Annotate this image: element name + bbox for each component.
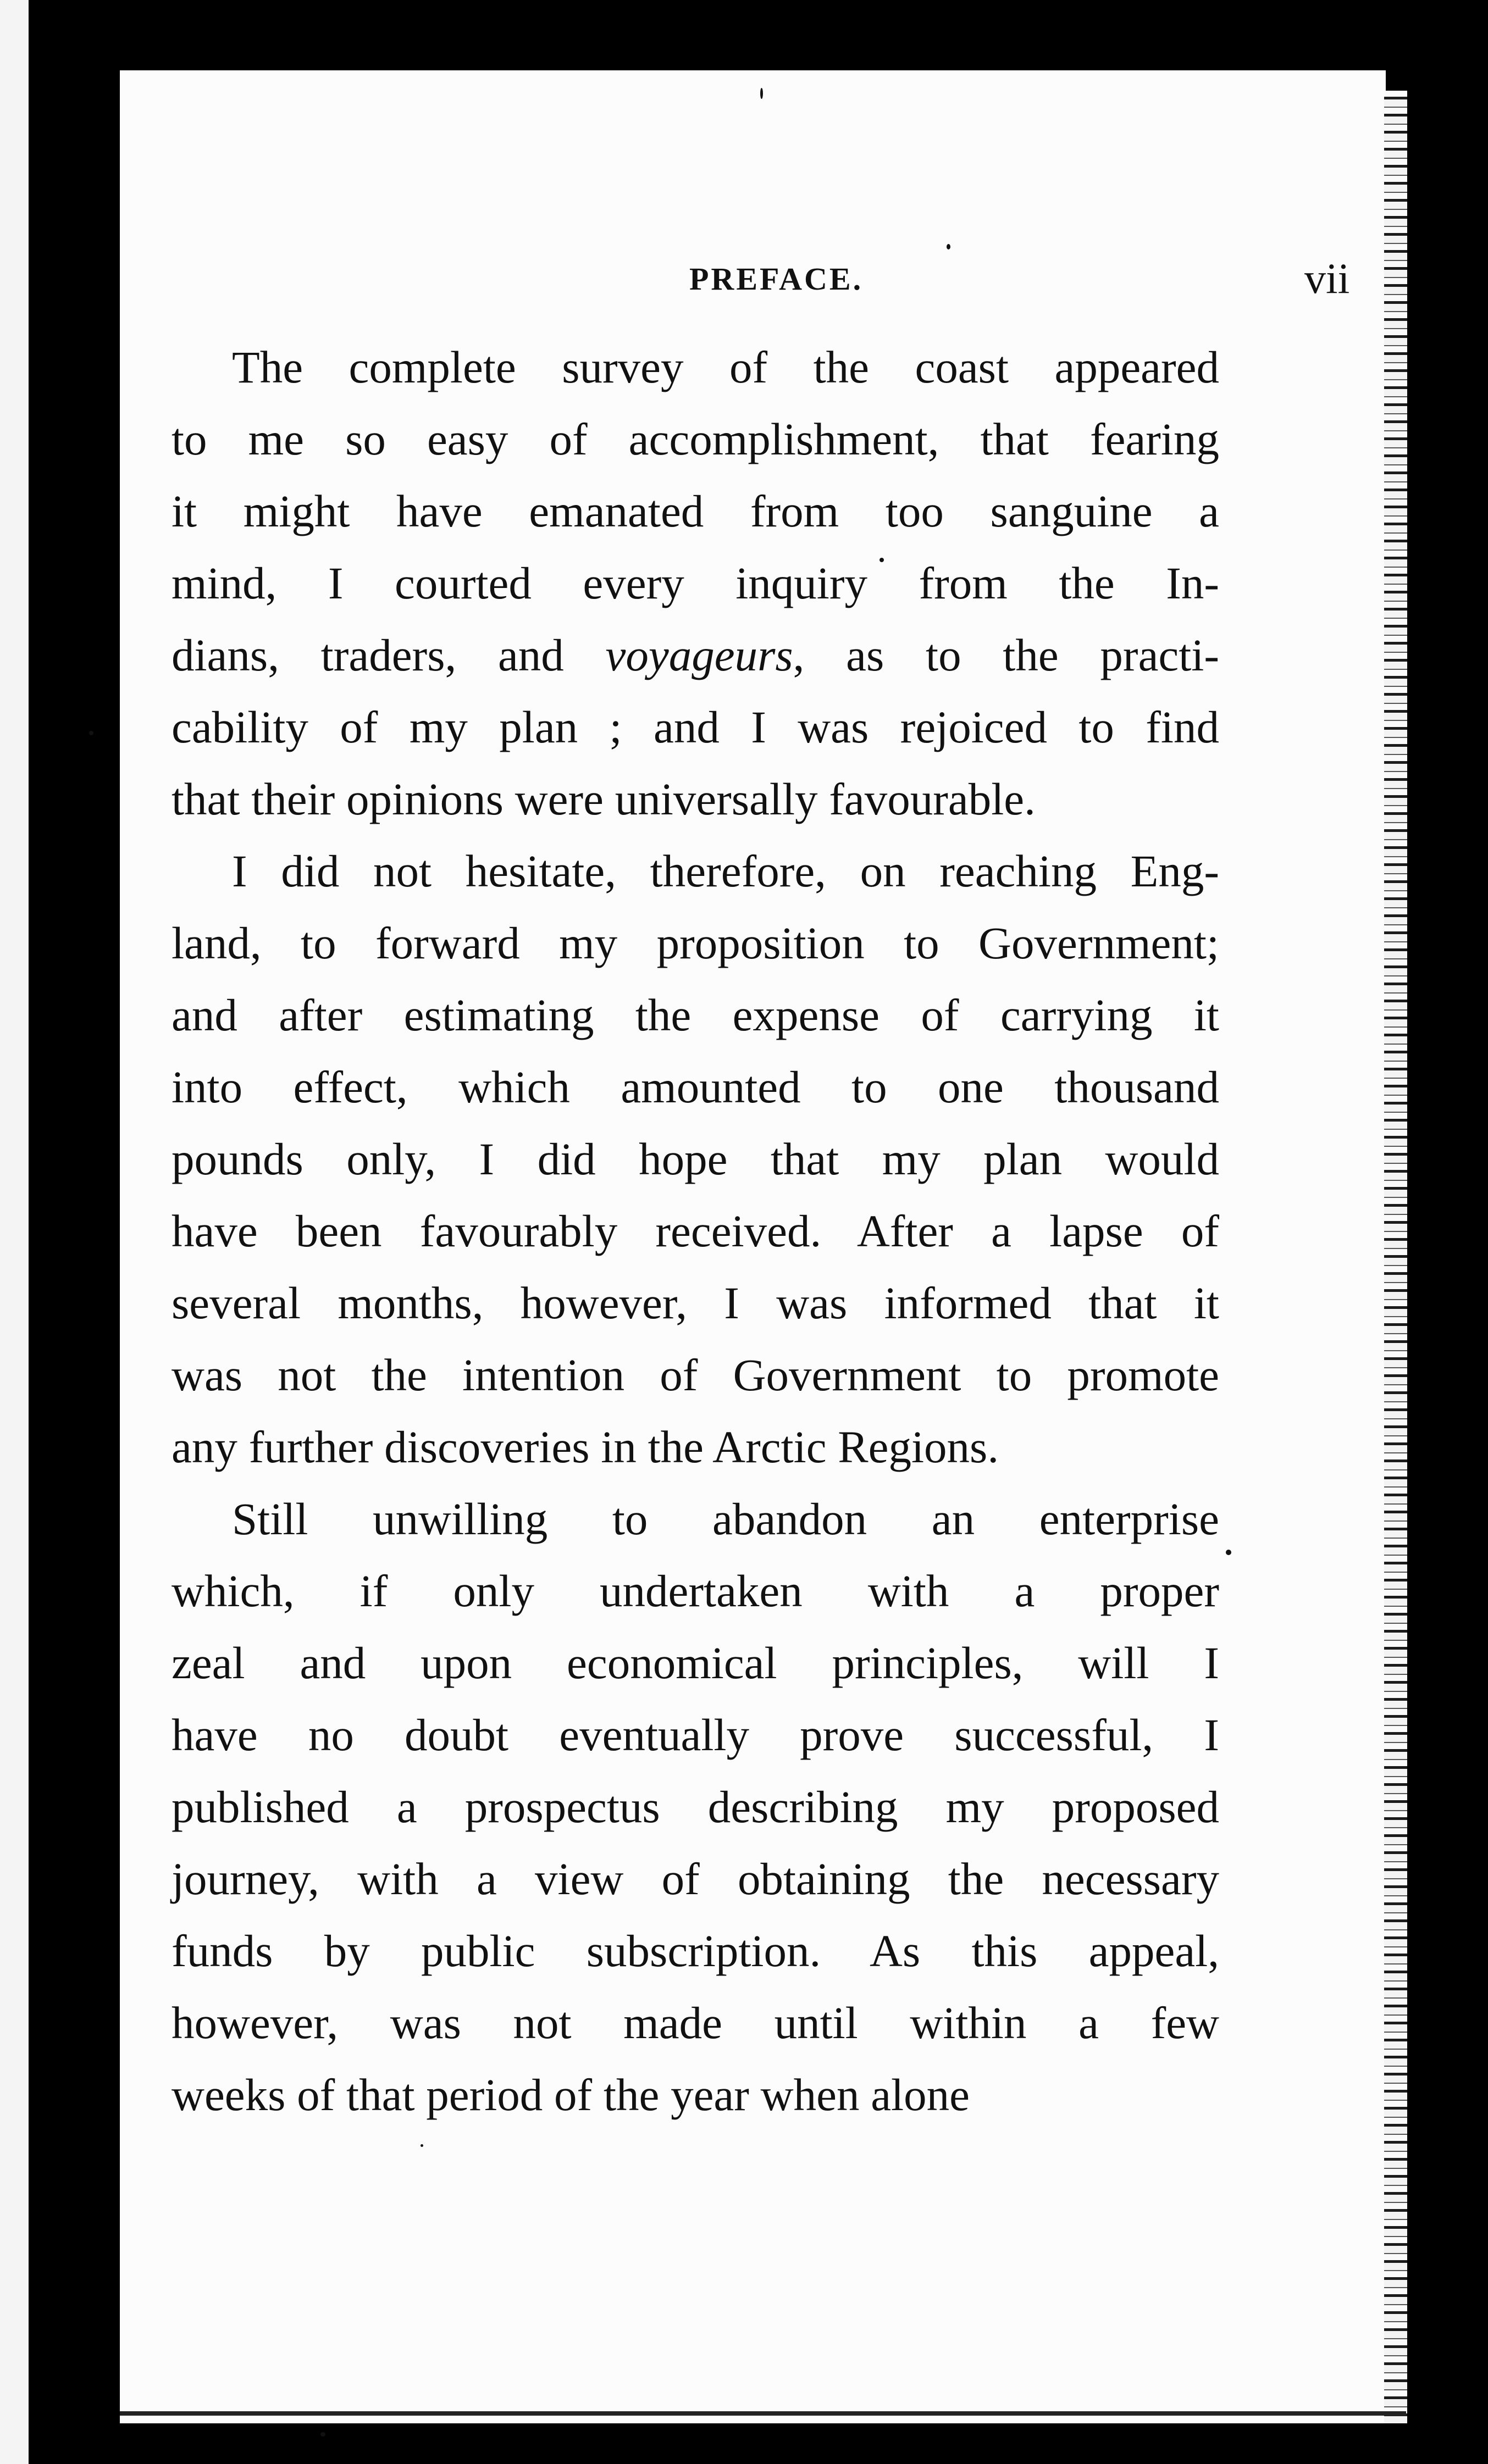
running-head: PREFACE. — [689, 261, 864, 297]
paragraph — [172, 835, 1219, 1483]
text-line: dians, traders, and voyageurs, as to the practi- — [172, 630, 1220, 680]
text-line: cability of my plan ; and I was rejoiced to find — [172, 702, 1219, 752]
text-line: funds by public subscription. As this appeal, — [172, 1925, 1219, 1976]
left-page-strip — [0, 0, 29, 2464]
text-line: have been favourably received. After a lapse of — [172, 1206, 1219, 1256]
text-line: I did not hesitate, therefore, on reaching Eng- — [232, 846, 1219, 896]
ink-speck — [89, 731, 93, 735]
text-line: and after estimating the expense of carrying it — [172, 990, 1219, 1040]
page-edge — [1384, 91, 1407, 2423]
text-line: zeal and upon economical principles, will I — [172, 1638, 1219, 1688]
text-line: to me so easy of accomplishment, that fearing — [172, 414, 1219, 464]
text-line: however, was not made until within a few — [172, 1997, 1219, 2048]
text-line: was not the intention of Government to promote — [172, 1350, 1219, 1400]
text-line: journey, with a view of obtaining the necessary — [172, 1853, 1219, 1904]
text-line: land, to forward my proposition to Government; — [172, 918, 1219, 968]
text-line: which, if only undertaken with a proper — [172, 1566, 1219, 1616]
body-text — [172, 331, 1219, 2131]
ink-speck — [421, 2144, 423, 2147]
ink-speck — [947, 244, 950, 249]
text-line: weeks of that period of the year when alone — [172, 2069, 970, 2120]
text-line: published a prospectus describing my proposed — [172, 1782, 1219, 1832]
paragraph — [172, 1483, 1219, 2131]
text-line: pounds only, I did hope that my plan would — [172, 1134, 1219, 1184]
text-line: any further discoveries in the Arctic Regions. — [172, 1422, 999, 1472]
text-line: that their opinions were universally favourable. — [172, 774, 1036, 824]
bottom-page-rule — [120, 2411, 1406, 2416]
ink-speck — [320, 2432, 325, 2437]
paragraph — [172, 331, 1219, 835]
page-number: vii — [1304, 254, 1350, 302]
ink-speck — [1226, 1550, 1231, 1555]
text-line: it might have emanated from too sanguine a — [172, 486, 1219, 536]
ink-speck — [760, 88, 763, 99]
text-line: have no doubt eventually prove successful, I — [172, 1710, 1219, 1760]
text-line: mind, I courted every inquiry from the In- — [172, 558, 1219, 608]
text-line: several months, however, I was informed that it — [172, 1278, 1219, 1328]
text-line: into effect, which amounted to one thousand — [172, 1062, 1219, 1112]
page-header — [120, 254, 1386, 320]
text-line: Still unwilling to abandon an enterprise — [232, 1494, 1219, 1544]
text-line: The complete survey of the coast appeared — [232, 342, 1219, 392]
